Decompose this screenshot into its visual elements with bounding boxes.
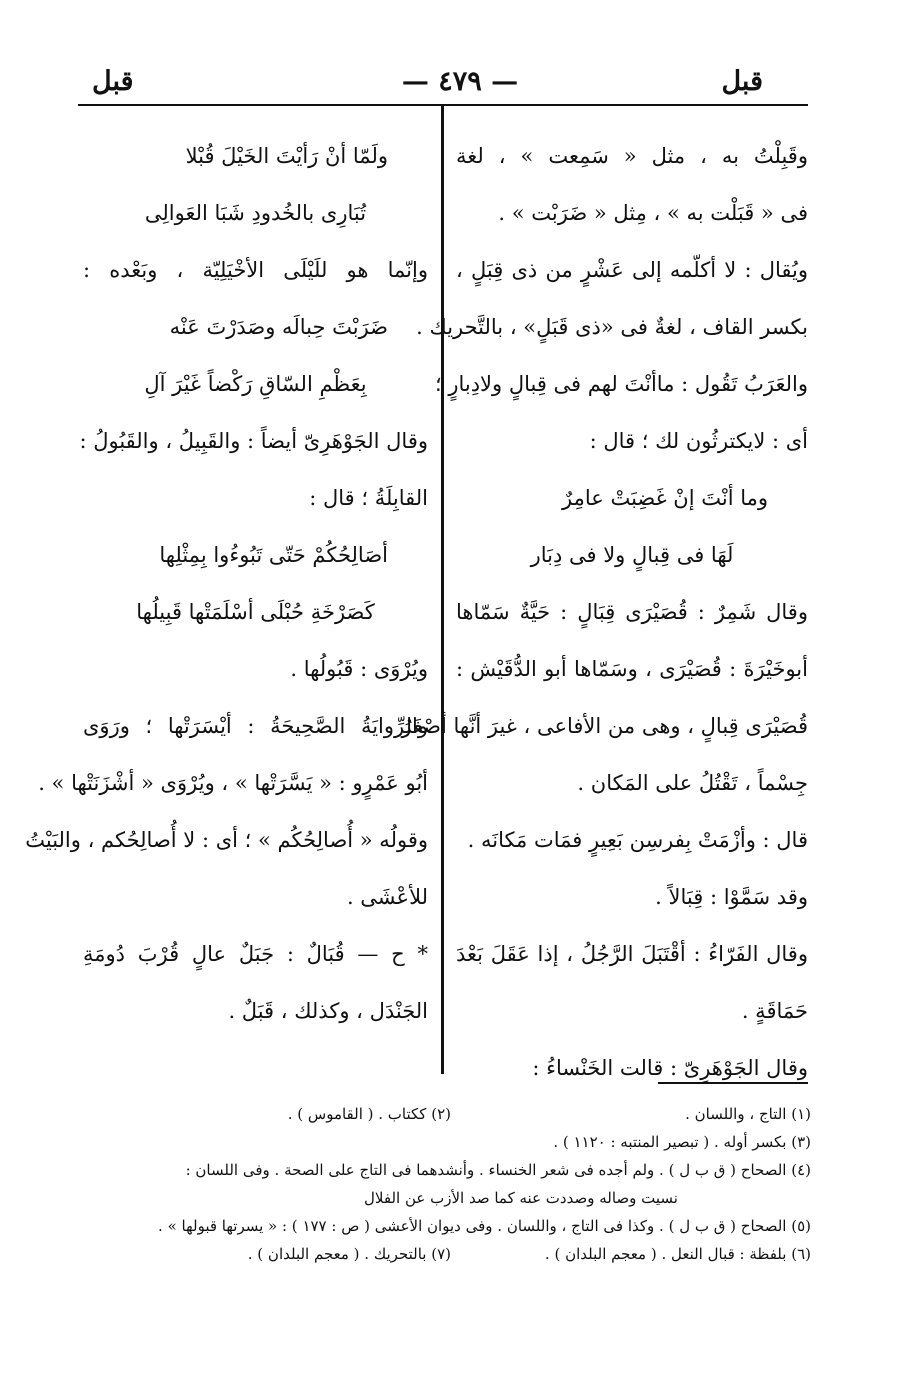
- footnote: (٦) بلفظة : قبال النعل . ( معجم البلدان ) .: [544, 1245, 811, 1263]
- verse-line: أصَالِحُكُمْ حَتّى تَبُوءُوا بِمِثْلِها: [159, 543, 388, 567]
- footnote-verse: نسيت وصاله وصددت عنه كما صد الأزب عن الفلال: [364, 1189, 678, 1207]
- text-line: ويُقال : لا أكلّمه إلى عَشْرٍ من ذى قِبَلٍ ،: [456, 258, 808, 282]
- text-line: وقولُه « أُصالِحُكُم » ؛ أى : لا أُصالِحُكم ، والبَيْتُ: [25, 828, 428, 852]
- footnote: (٢) ككتاب . ( القاموس ) .: [287, 1105, 451, 1123]
- text-line: قُصَيْرَى قِبالٍ ، وهى من الأفاعى ، غيرَ أنَّها أصْغَرُ: [401, 714, 808, 738]
- text-line: والرِّوايَةُ الصَّحِيحَةُ : أيْسَرَتْها ؛ ورَوَى: [83, 714, 428, 738]
- footnote: (٤) الصحاح ( ق ب ل ) . ولم أجده فى شعر الخنساء . وأنشدهما فى التاج على الصحة . وفى اللسان :: [185, 1161, 811, 1179]
- text-line: وقَبِلْتُ به ، مثل « سَمِعت » ، لغة: [456, 144, 808, 168]
- text-line: قال : وأزْمَتْ بِفرسِن بَعِيرٍ فمَات مَكانَه .: [467, 828, 808, 852]
- text-line: جِسْماً ، تَقْتُلُ على المَكان .: [577, 771, 808, 795]
- text-line: للأعْشَى .: [346, 885, 428, 909]
- footnote-row: [111, 1100, 811, 1128]
- footnote: (٣) بكسر أوله . ( تبصير المنتبه : ١١٢٠ ) .: [553, 1133, 811, 1151]
- text-line: وقال شَمِرٌ : قُصَيْرَى قِبَالٍ : حَيَّةٌ سَمّاها: [456, 600, 808, 624]
- text-line: ويُرْوَى : قَبُولُها .: [290, 657, 428, 681]
- text-line: وإنّما هو للَيْلَى الأخْيَلِيّة ، وبَعْده :: [83, 258, 428, 282]
- text-line: وقال الجَوْهَرِىّ : قالت الخَنْساءُ :: [532, 1056, 808, 1080]
- text-line: والعَرَبُ تَقُول : ماأنْتَ لهم فى قِبالٍ ولادِبارٍ ؛: [434, 372, 808, 396]
- text-line: بكسر القاف ، لغةٌ فى «ذى قَبَلٍ» ، بالتَّحريك .: [416, 315, 808, 339]
- text-line: حَمَاقَةٍ .: [741, 999, 808, 1023]
- footnote: (٥) الصحاح ( ق ب ل ) . وكذا فى التاج ، واللسان . وفى ديوان الأعشى ( ص : ١٧٧ ) : « يسرتها قبولها » .: [158, 1217, 811, 1235]
- verse-line: لَهَا فى قِبالٍ ولا فى دِبَار: [530, 543, 734, 567]
- text-line: الجَنْدَل ، وكذلك ، قَبَلٌ .: [228, 999, 428, 1023]
- text-line: أى : لايكترثُون لك ؛ قال :: [589, 429, 808, 453]
- verse-line: وما أنْتَ إنْ غَضِبَتْ عامِرٌ: [562, 486, 768, 510]
- text-line: وقال الفَرّاءُ : أقْتَبَلَ الرَّجُلُ ، إذا عَقَلَ بَعْدَ: [456, 942, 808, 966]
- text-line: أبوخَيْرَةَ : قُصَيْرَى ، وسَمّاها أبو الدُّقَيْش :: [456, 657, 808, 681]
- text-line: وقال الجَوْهَرِىّ أيضاً : والقَبِيلُ ، والقَبُولُ :: [79, 429, 428, 453]
- verse-line: بِعَظْمِ السّاقِ رَكْضاً غَيْرَ آلِ: [144, 372, 367, 396]
- page-number: — ٤٧٩ —: [401, 66, 519, 97]
- footnote: (٧) بالتحريك . ( معجم البلدان ) .: [247, 1245, 451, 1263]
- footnote-row: [111, 1240, 811, 1268]
- text-line: القابِلَةُ ؛ قال :: [309, 486, 428, 510]
- verse-line: كَصَرْخَةِ حُبْلَى أسْلَمَتْها قَبِيلُها: [136, 600, 375, 624]
- footnote: (١) التاج ، واللسان .: [685, 1105, 811, 1123]
- verse-line: ضَرَبْتَ حِبالَه وصَدَرْتَ عَنْه: [169, 315, 388, 339]
- running-head-right: قبل: [721, 66, 763, 97]
- right-column: [401, 128, 808, 1097]
- column-divider: [441, 106, 444, 1074]
- text-line: فى « قَبَلْت به » ، مِثل « ضَرَبْت » .: [498, 201, 808, 225]
- footnote-rule: [658, 1082, 808, 1084]
- text-line: وقد سَمَّوْا : قِبَالاً .: [655, 885, 808, 909]
- verse-line: تُبَارِى بالخُدودِ شَبَا العَوالِى: [144, 201, 367, 225]
- entry-line: * ح — قُبَالٌ : جَبَلٌ عالٍ قُرْبَ دُومَةِ: [83, 942, 428, 966]
- left-column: [25, 128, 428, 1040]
- footnotes: [111, 1100, 811, 1268]
- text-line: أبُو عَمْرٍو : « يَسَّرَتْها » ، ويُرْوَى « أشْزَنَتْها » .: [38, 771, 428, 795]
- verse-line: ولَمّا أنْ رَأيْتَ الخَيْلَ قُبْلا: [185, 144, 388, 168]
- running-head-left: قبل: [92, 66, 134, 97]
